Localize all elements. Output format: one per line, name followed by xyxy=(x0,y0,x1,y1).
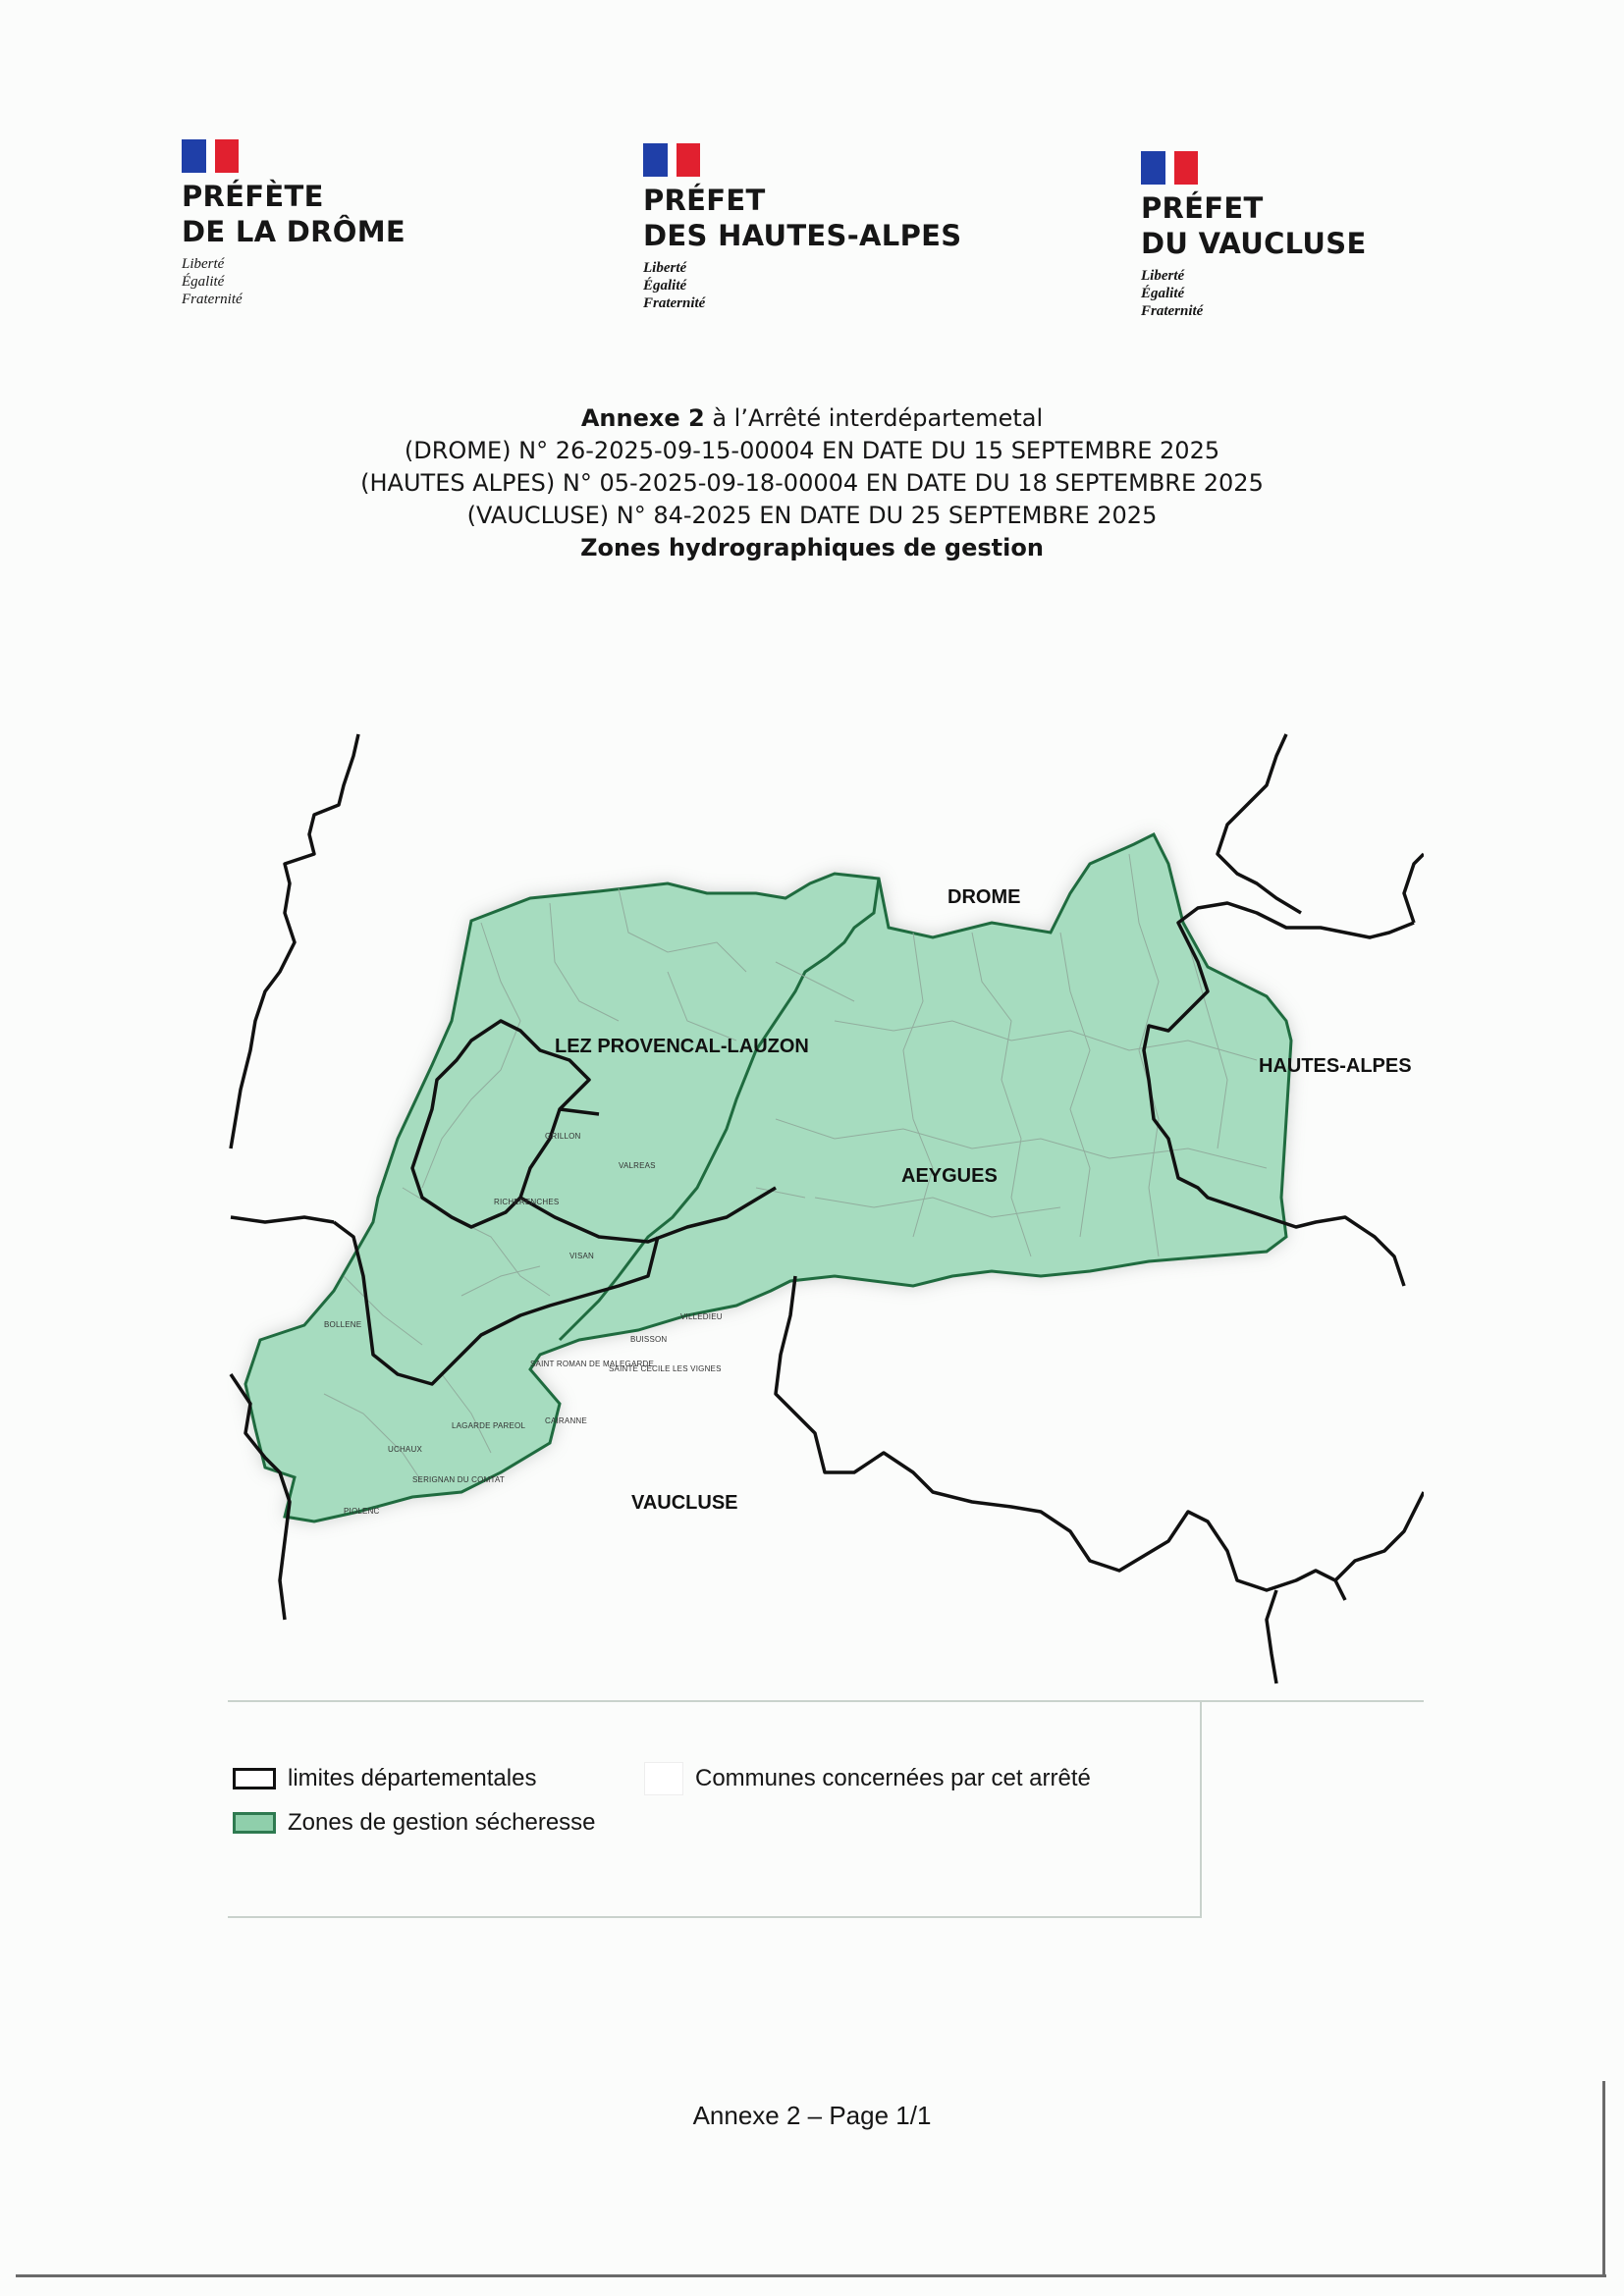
header-line-4: (VAUCLUSE) N° 84-2025 EN DATE DU 25 SEPTEMBRE 2025 xyxy=(466,502,1158,529)
map-label-zone-aeygues: AEYGUES xyxy=(901,1165,998,1187)
motto xyxy=(182,255,406,308)
motto-egalite: Égalité xyxy=(1141,286,1185,301)
marianne-flag-icon xyxy=(643,143,700,177)
header-annex-label: Annexe 2 xyxy=(580,404,705,432)
motto-liberte: Liberté xyxy=(1141,268,1185,284)
scan-edge-bottom xyxy=(16,2274,1606,2277)
commune-label: LAGARDE PAREOL xyxy=(452,1421,526,1430)
border-drome-north-east xyxy=(1218,734,1301,913)
commune-label: SAINTE CECILE LES VIGNES xyxy=(609,1364,722,1373)
logo-vaucluse xyxy=(1141,151,1367,320)
motto-fraternite: Fraternité xyxy=(643,295,706,311)
motto-liberte: Liberté xyxy=(182,256,225,272)
header-line-5: Zones hydrographiques de gestion xyxy=(580,534,1044,561)
legend-label-communes: Communes concernées par cet arrêté xyxy=(695,1765,1091,1791)
map-label-zone-lez: LEZ PROVENCAL-LAUZON xyxy=(555,1036,809,1057)
commune-label: CAIRANNE xyxy=(545,1416,587,1425)
header-line-2: (DROME) N° 26-2025-09-15-00004 EN DATE DU 15 SEPTEMBRE 2025 xyxy=(404,437,1220,464)
logo-hautes-alpes xyxy=(643,143,961,312)
commune-label: VISAN xyxy=(569,1252,595,1260)
legend-item-communes xyxy=(644,1762,1091,1795)
map-label-hautes-alpes: HAUTES-ALPES xyxy=(1259,1055,1412,1077)
document-header xyxy=(0,402,1624,564)
drought-zone-area xyxy=(245,834,1291,1522)
motto-fraternite: Fraternité xyxy=(182,292,243,307)
header-line-1 xyxy=(0,402,1624,435)
marianne-flag-icon xyxy=(1141,151,1198,185)
legend-label-department-limits: limites départementales xyxy=(288,1765,537,1791)
motto-liberte: Liberté xyxy=(643,260,687,276)
commune-label: BOLLENE xyxy=(324,1320,362,1329)
commune-label: PIOLENC xyxy=(344,1507,380,1516)
commune-label: RICHERENCHES xyxy=(494,1198,560,1206)
motto-egalite: Égalité xyxy=(643,278,687,294)
logo-title-line1: PRÉFET xyxy=(643,184,766,217)
commune-label: VILLEDIEU xyxy=(680,1312,723,1321)
legend-top-rule xyxy=(1200,1700,1424,1702)
motto xyxy=(643,259,961,312)
header-line-3: (HAUTES ALPES) N° 05-2025-09-18-00004 EN DATE DU 18 SEPTEMBRE 2025 xyxy=(360,469,1264,497)
commune-label: UCHAUX xyxy=(388,1445,422,1454)
motto-egalite: Égalité xyxy=(182,274,225,290)
border-vaucluse-west xyxy=(231,1217,334,1222)
logo-title-line2: DE LA DRÔME xyxy=(182,215,406,248)
page-footer: Annexe 2 – Page 1/1 xyxy=(692,2101,932,2130)
logo-title-line2: DES HAUTES-ALPES xyxy=(643,219,962,252)
legend-item-drought-zones xyxy=(233,1809,596,1837)
commune-label: SERIGNAN DU COMTAT xyxy=(412,1475,505,1484)
header-decree-label: à l’Arrêté interdépartemetal xyxy=(704,404,1044,432)
logo-title-line1: PRÉFET xyxy=(1141,191,1264,225)
motto-fraternite: Fraternité xyxy=(1141,303,1204,319)
border-drome-west xyxy=(231,734,358,1148)
scan-edge-right xyxy=(1602,2081,1605,2277)
border-hautes-alpes-east xyxy=(1404,854,1424,923)
commune-label: BUISSON xyxy=(630,1335,668,1344)
commune-label: GRILLON xyxy=(545,1132,581,1141)
logo-title-line2: DU VAUCLUSE xyxy=(1141,227,1367,260)
map-label-vaucluse: VAUCLUSE xyxy=(631,1492,738,1514)
map-label-drome: DROME xyxy=(947,886,1021,908)
drought-zone-swatch-icon xyxy=(233,1812,276,1834)
commune-label: SAINT ROMAN DE MALEGARDE xyxy=(530,1360,655,1368)
marianne-flag-icon xyxy=(182,139,239,173)
map xyxy=(226,726,1424,1688)
legend-item-department-limits xyxy=(233,1765,536,1792)
logo-title-line1: PRÉFÈTE xyxy=(182,180,324,213)
logo-drome xyxy=(182,139,406,308)
commune-label: VALREAS xyxy=(619,1161,656,1170)
border-vaucluse-right xyxy=(1335,1492,1424,1580)
department-limit-swatch-icon xyxy=(233,1768,276,1789)
border-vaucluse-east-spur xyxy=(1267,1590,1276,1683)
commune-swatch-icon xyxy=(644,1762,683,1795)
motto xyxy=(1141,267,1367,320)
legend-label-drought-zones: Zones de gestion sécheresse xyxy=(288,1809,596,1836)
border-vaucluse-east xyxy=(776,1276,1345,1600)
